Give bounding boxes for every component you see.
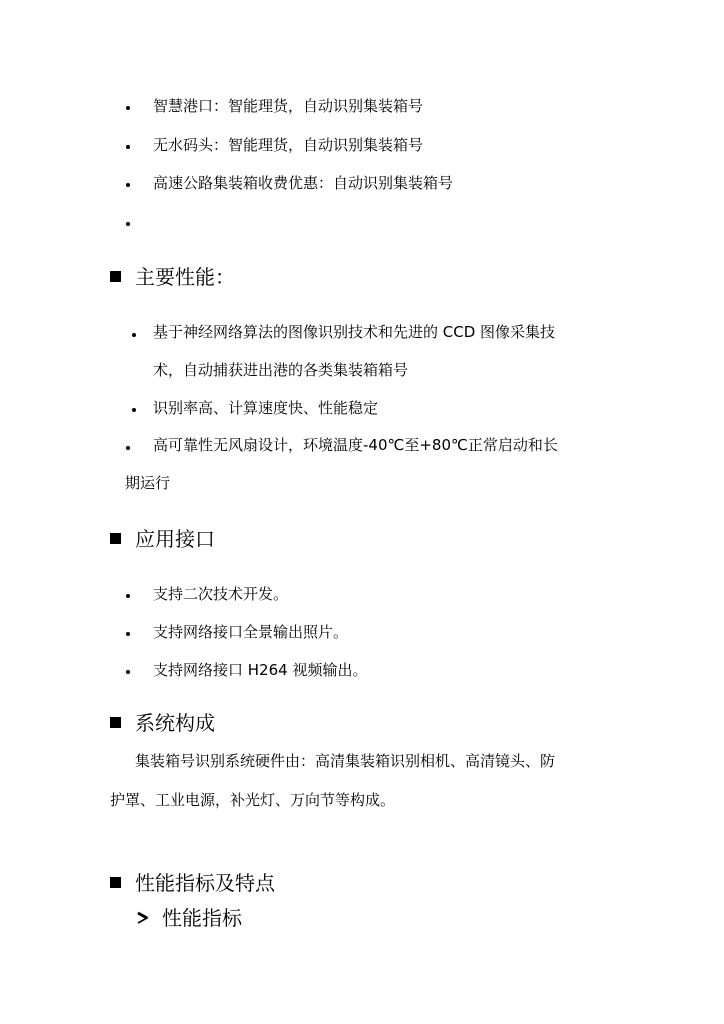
list-item-continuation: 期运行 — [125, 474, 171, 492]
list-item: 高可靠性无风扇设计，环境温度-40℃至+80℃正常启动和长 — [153, 436, 558, 454]
bullet-icon — [126, 632, 130, 636]
section-square-icon — [110, 271, 121, 282]
arrow-bullet-icon — [136, 911, 150, 929]
list-item: 支持网络接口 H264 视频输出。 — [153, 661, 368, 679]
bullet-icon — [126, 670, 130, 674]
bullet-icon — [126, 106, 130, 110]
list-item: 识别率高、计算速度快、性能稳定 — [153, 399, 379, 417]
section-square-icon — [110, 533, 121, 544]
bullet-icon — [126, 222, 130, 226]
bullet-icon — [126, 594, 130, 598]
bullet-icon — [132, 408, 136, 412]
list-item: 高速公路集装箱收费优惠：自动识别集装箱号 — [153, 174, 454, 192]
bullet-icon — [126, 183, 130, 187]
list-item: 智慧港口：智能理货，自动识别集装箱号 — [153, 97, 424, 115]
bullet-icon — [126, 145, 130, 149]
paragraph-line: 集装箱号识别系统硬件由：高清集装箱识别相机、高清镜头、防 — [135, 752, 556, 770]
section-heading-system: 系统构成 — [135, 711, 215, 735]
section-square-icon — [110, 877, 121, 888]
list-item-continuation: 术，自动捕获进出港的各类集装箱箱号 — [153, 361, 409, 379]
section-heading-performance: 主要性能： — [135, 265, 235, 289]
list-item: 支持网络接口全景输出照片。 — [153, 623, 349, 641]
sub-heading-performance-metrics: 性能指标 — [162, 906, 242, 930]
bullet-icon — [132, 333, 136, 337]
section-heading-specs: 性能指标及特点 — [135, 871, 275, 895]
section-heading-interface: 应用接口 — [135, 527, 215, 551]
list-item: 无水码头：智能理货，自动识别集装箱号 — [153, 136, 424, 154]
section-square-icon — [110, 717, 121, 728]
paragraph-line: 护罩、工业电源，补光灯、万向节等构成。 — [110, 791, 396, 809]
list-item: 支持二次技术开发。 — [153, 585, 289, 603]
bullet-icon — [126, 446, 130, 450]
list-item: 基于神经网络算法的图像识别技术和先进的 CCD 图像采集技 — [153, 323, 556, 341]
